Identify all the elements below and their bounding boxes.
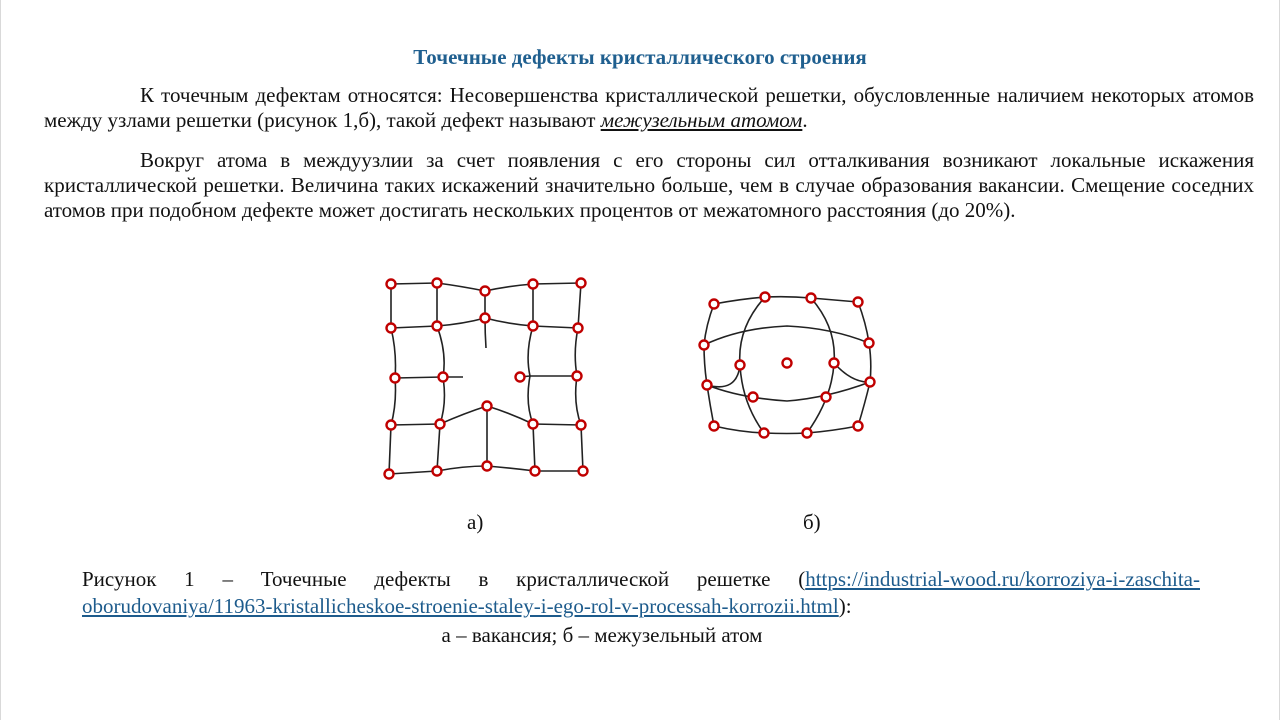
figure-label-b: б) [803, 510, 821, 534]
interstitial-atom-lattice-diagram [692, 283, 884, 443]
paragraph1-text: К точечным дефектам относятся: Несовершенства кристаллической решетки, обусловленные наличием некоторых атомов между узлами решетки (рисунок 1,б), такой дефект называют [44, 83, 1254, 132]
source-link[interactable]: https://industrial-wood.ru/korroziya-i-zaschita-oborudovaniya/11963-kristallicheskoe-stroenie-staley-i-ego-rol-v-processah-korrozii.html [82, 567, 1200, 618]
page-title: Точечные дефекты кристаллического строения [413, 45, 867, 69]
paragraph1-end: . [802, 108, 808, 132]
figure-caption [82, 566, 1200, 620]
caption-prefix: Рисунок 1 – Точечные дефекты в кристаллической решетке ( [82, 567, 806, 591]
figure-label-a: а) [467, 510, 484, 534]
figure-caption-legend: а – вакансия; б – межузельный атом [441, 623, 763, 647]
paragraph-lattice-distortion [44, 148, 1254, 223]
page-border-left [0, 0, 1, 720]
paragraph-interstitial-definition [44, 83, 1254, 133]
vacancy-lattice-diagram [375, 268, 595, 483]
caption-suffix: ): [838, 594, 852, 618]
term-interstitial-atom: межузельным атомом [600, 108, 803, 132]
paragraph2-text: Вокруг атома в междуузлии за счет появления с его стороны сил отталкивания возникают локальные искажения кристаллической решетки. Величина таких искажений значительно больше, чем в случае образования вакансии. Смещение соседних атомов при подобном дефекте может достигать нескольких процентов от межатомного расстояния (до 20%). [44, 148, 1254, 222]
